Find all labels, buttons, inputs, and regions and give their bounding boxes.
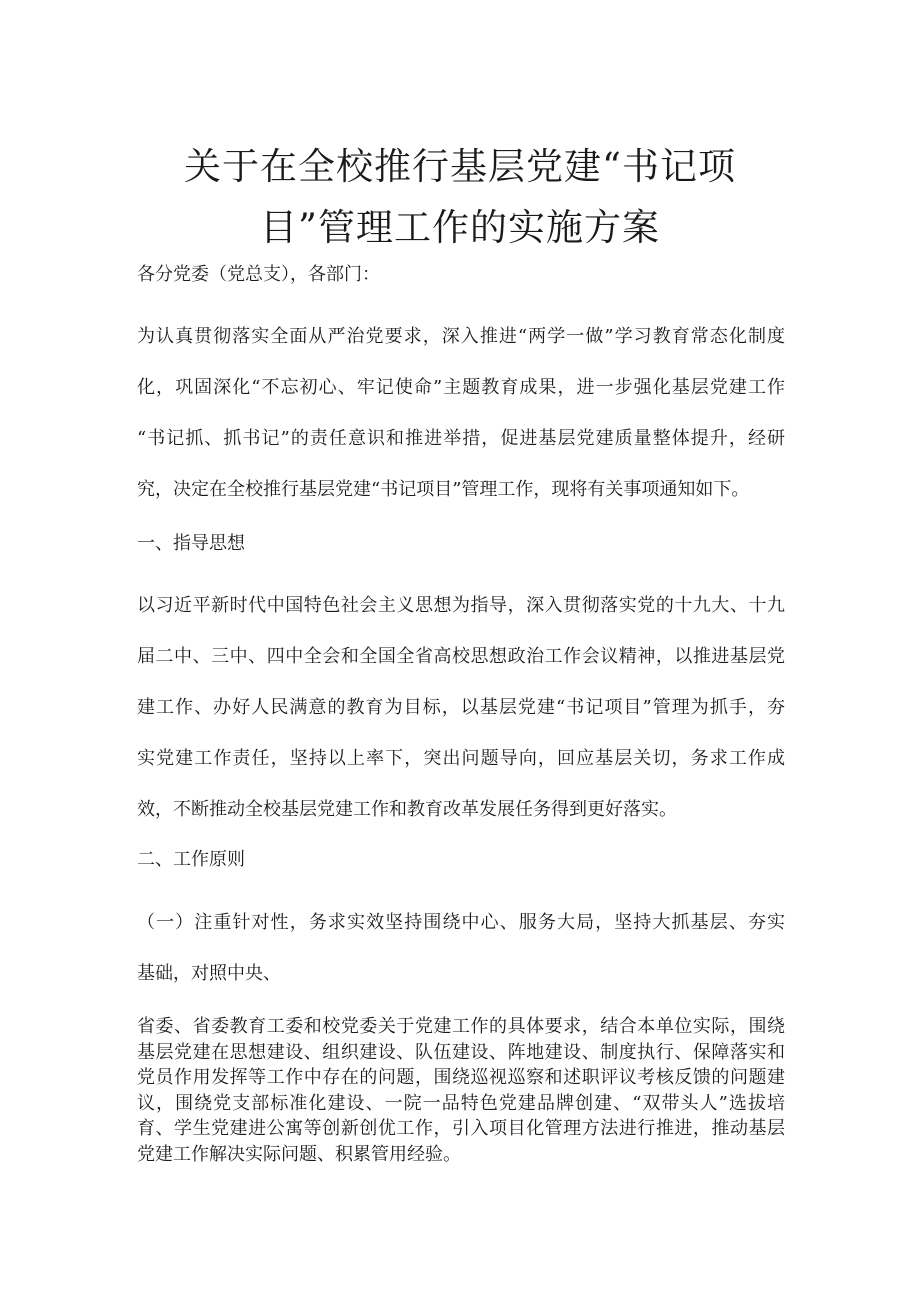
intro-paragraph bbox=[137, 311, 785, 515]
paragraph-line: 建工作、办好人民满意的教育为目标，以基层党建“书记项目”管理为抓手，夯 bbox=[137, 697, 785, 718]
title-line: 关于在全校推行基层党建“书记项 bbox=[184, 145, 736, 188]
paragraph-line: 党建工作解决实际问题、积累管用经验。 bbox=[137, 1143, 461, 1165]
paragraph-line: 省委、省委教育工委和校党委关于党建工作的具体要求，结合本单位实际，围绕 bbox=[137, 1016, 785, 1037]
paragraph-line: 实党建工作责任，坚持以上率下，突出问题导向，回应基层关切，务求工作成 bbox=[137, 748, 785, 769]
paragraph-line: 届二中、三中、四中全会和全国全省高校思想政治工作会议精神，以推进基层党 bbox=[137, 646, 785, 667]
paragraph-line: 为认真贯彻落实全面从严治党要求，深入推进“两学一做”学习教育常态化制度 bbox=[137, 326, 785, 347]
paragraph-line: 党员作用发挥等工作中存在的问题，围绕巡视巡察和述职评议考核反馈的问题建 bbox=[137, 1067, 785, 1088]
section-heading-work-principles: 二、工作原则 bbox=[137, 849, 245, 870]
salutation: 各分党委（党总支），各部门： bbox=[137, 264, 380, 285]
paragraph-line: 以习近平新时代中国特色社会主义思想为指导，深入贯彻落实党的十九大、十九 bbox=[137, 595, 785, 616]
document-title bbox=[120, 143, 800, 252]
paragraph-line: 基层党建在思想建设、组织建设、队伍建设、阵地建设、制度执行、保障落实和 bbox=[137, 1041, 785, 1063]
section-heading-guiding-ideology: 一、指导思想 bbox=[137, 533, 245, 554]
guiding-ideology-paragraph bbox=[137, 580, 785, 835]
paragraph-line: 化，巩固深化“不忘初心、牢记使命”主题教育成果，进一步强化基层党建工作 bbox=[137, 377, 785, 398]
paragraph-line: 究，决定在全校推行基层党建“书记项目”管理工作，现将有关事项通知如下。 bbox=[137, 479, 750, 500]
paragraph-line: 育、学生党建进公寓等创新创优工作，引入项目化管理方法进行推进，推动基层 bbox=[137, 1118, 785, 1139]
principle-one-continuation bbox=[137, 1014, 785, 1167]
paragraph-line: （一）注重针对性，务求实效坚持围绕中心、服务大局，坚持大抓基层、夯实 bbox=[137, 912, 785, 933]
paragraph-line: 议，围绕党支部标准化建设、一院一品特色党建品牌创建、“双带头人”选拔培 bbox=[137, 1092, 785, 1114]
title-line: 目”管理工作的实施方案 bbox=[260, 206, 660, 249]
paragraph-line: 效，不断推动全校基层党建工作和教育改革发展任务得到更好落实。 bbox=[137, 799, 677, 820]
paragraph-line: 基础，对照中央、 bbox=[137, 963, 281, 984]
principle-one-paragraph bbox=[137, 897, 785, 999]
paragraph-line: “书记抓、抓书记”的责任意识和推进举措，促进基层党建质量整体提升，经研 bbox=[137, 428, 785, 449]
